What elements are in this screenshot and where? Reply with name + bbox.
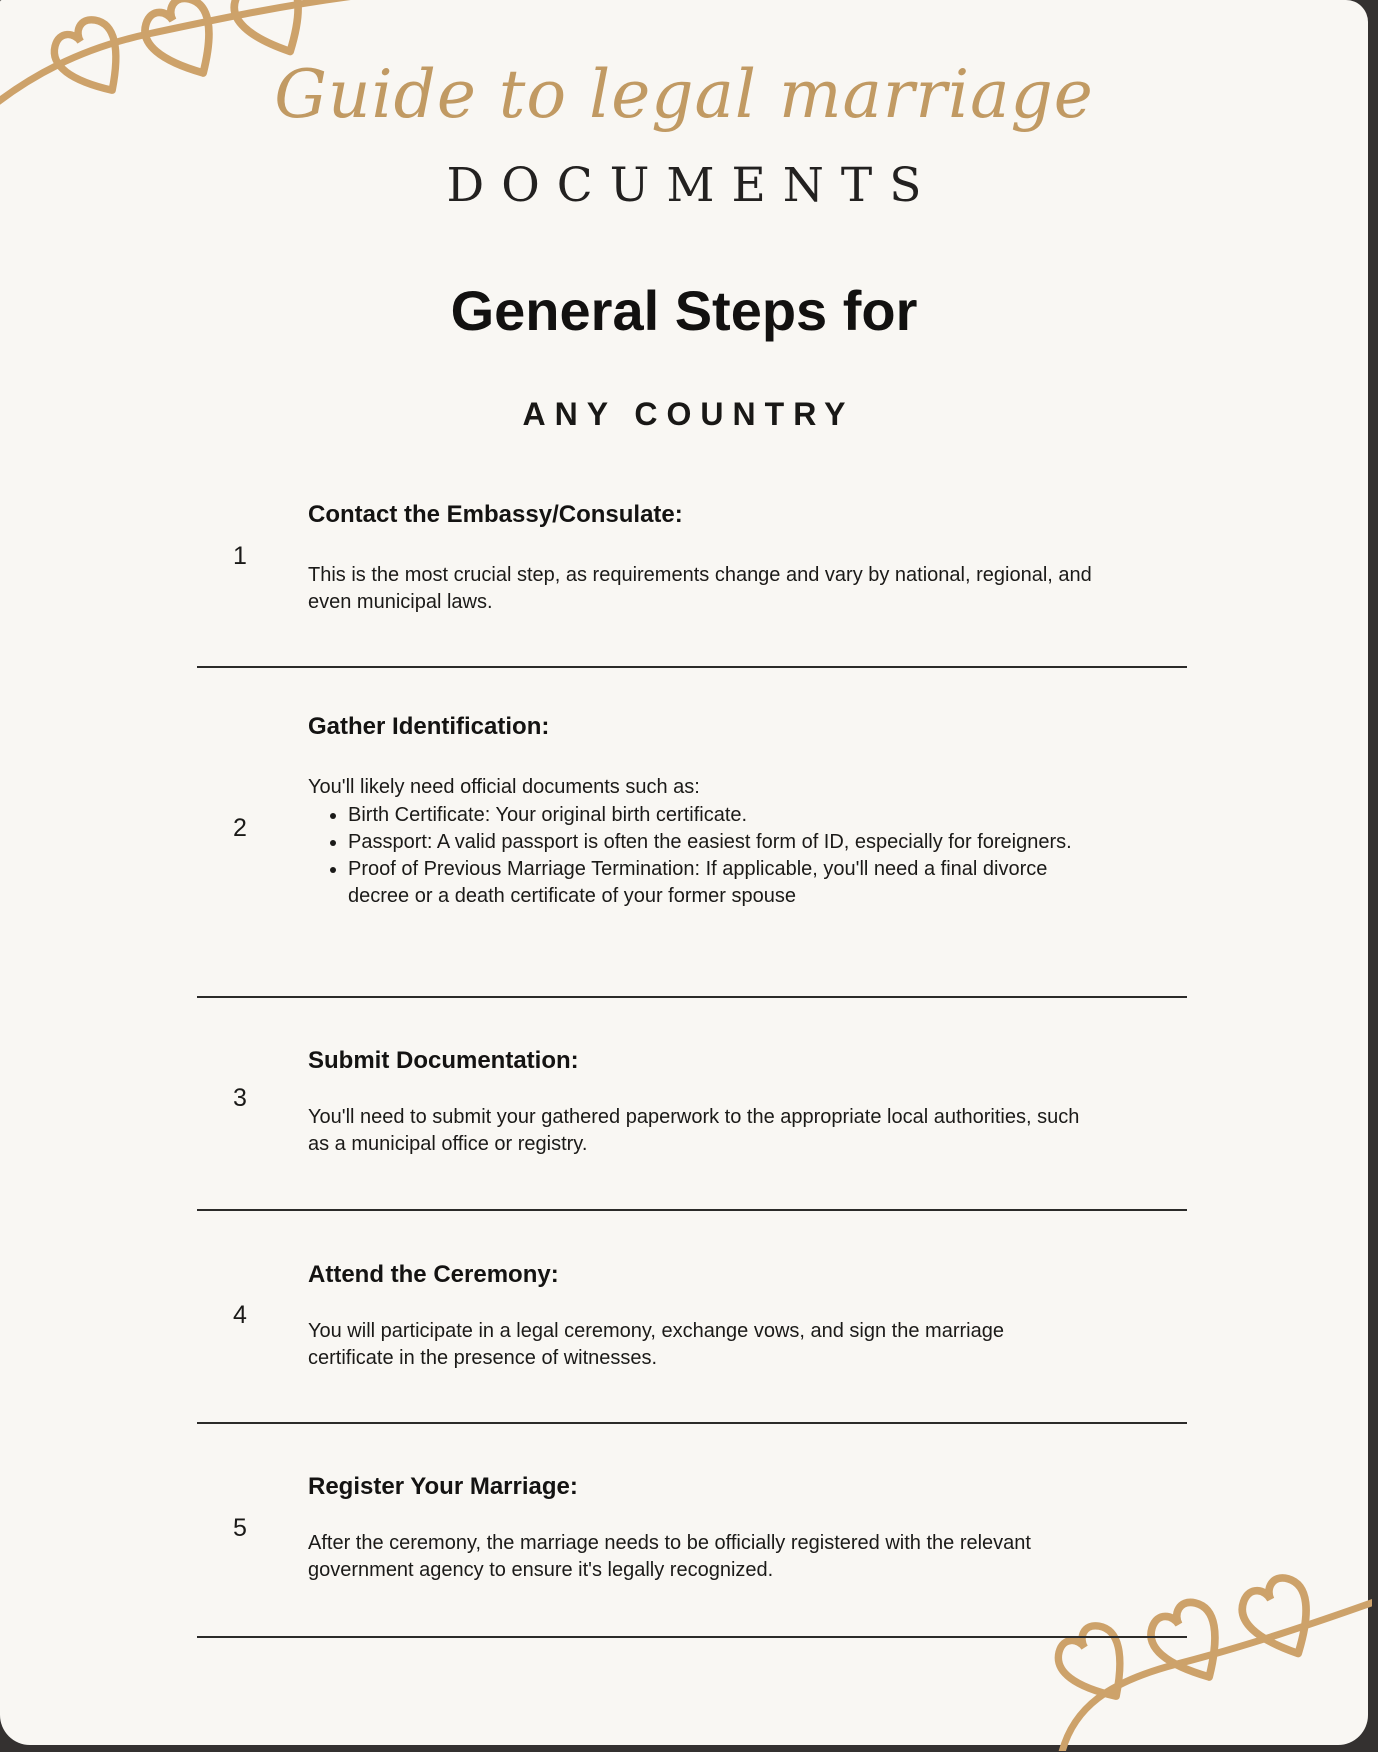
caps-title: DOCUMENTS <box>446 158 939 213</box>
divider <box>197 1636 1187 1638</box>
step-block <box>308 500 1092 616</box>
step-bullet-list <box>308 802 1092 910</box>
bullet-item: • Birth Certificate: Your original birth certificate. <box>348 802 1092 829</box>
step-body: You will participate in a legal ceremony, exchange vows, and sign the marriage certificate in the presence of witnesses. <box>308 1320 1004 1369</box>
step-title: Submit Documentation: <box>308 1047 579 1074</box>
script-title: Guide to legal marriage <box>274 56 1094 133</box>
bullet-item: • Passport: A valid passport is often the easiest form of ID, especially for foreigners. <box>348 829 1092 856</box>
step-title: Register Your Marriage: <box>308 1473 578 1500</box>
divider <box>197 1209 1187 1211</box>
step-block <box>308 1472 1092 1584</box>
divider <box>197 666 1187 668</box>
divider <box>197 1422 1187 1424</box>
step-block <box>308 1046 1092 1158</box>
page-subtitle: ANY COUNTRY <box>522 396 855 432</box>
page-title: General Steps for <box>450 279 918 342</box>
step-number: 4 <box>233 1301 247 1329</box>
step-number: 5 <box>233 1514 247 1542</box>
step-block <box>308 1260 1092 1372</box>
step-body: This is the most crucial step, as requirements change and vary by national, regional, and even municipal laws. <box>308 564 1092 613</box>
step-number: 3 <box>233 1084 247 1112</box>
step-intro: You'll likely need official documents such as: <box>308 776 700 798</box>
step-body: You'll need to submit your gathered paperwork to the appropriate local authorities, such as a municipal office or registry. <box>308 1106 1080 1155</box>
step-title: Attend the Ceremony: <box>308 1261 559 1288</box>
step-number: 2 <box>233 814 247 842</box>
hearts-vine-icon <box>1042 1566 1372 1751</box>
step-body: After the ceremony, the marriage needs to be officially registered with the relevant government agency to ensure it's legally recognized. <box>308 1532 1031 1581</box>
step-title: Gather Identification: <box>308 713 550 740</box>
divider <box>197 996 1187 998</box>
bullet-item: • Proof of Previous Marriage Termination: If applicable, you'll need a final divorce decree or a death certificate of your former spouse <box>348 856 1092 910</box>
step-block <box>308 712 1092 910</box>
step-number: 1 <box>233 542 247 570</box>
step-title: Contact the Embassy/Consulate: <box>308 501 683 528</box>
